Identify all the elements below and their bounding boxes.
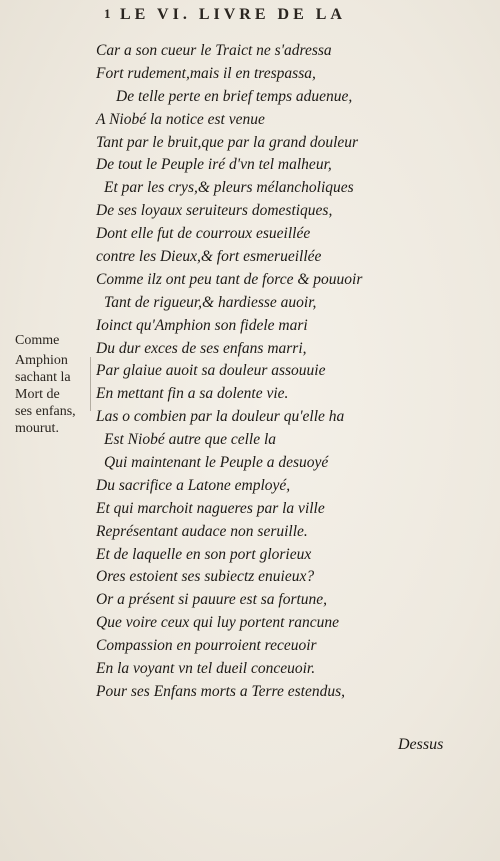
verse-line: contre les Dieux,& fort esmerueillée: [96, 248, 322, 266]
margin-note-line: Amphion: [15, 353, 68, 368]
verse-line: En mettant fin a sa dolente vie.: [96, 385, 289, 403]
verse-line: Tant de rigueur,& hardiesse auoir,: [104, 293, 317, 311]
verse-line: En la voyant vn tel dueil conceuoir.: [96, 660, 316, 678]
verse-line: Fort rudement,mais il en trespassa,: [96, 64, 316, 82]
margin-note-line: ses enfans,: [15, 404, 76, 419]
verse-line: Or a présent si pauure est sa fortune,: [96, 591, 328, 609]
verse-line: Du sacrifice a Latone employé,: [96, 476, 291, 494]
poem-text: [96, 40, 496, 704]
verse-line: Pour ses Enfans morts a Terre estendus,: [96, 682, 346, 700]
running-title: LE VI. LIVRE DE LA: [120, 6, 346, 23]
verse-line: Compassion en pourroient receuoir: [96, 637, 317, 655]
margin-note-line: mourut.: [15, 421, 59, 436]
verse-line: Las o combien par la douleur qu'elle ha: [96, 408, 345, 426]
verse-line: Comme ilz ont peu tant de force & pouuoir: [96, 270, 363, 288]
verse-line: A Niobé la notice est venue: [96, 110, 265, 128]
margin-note-line: sachant la: [15, 370, 71, 385]
verse-line: Dont elle fut de courroux esueillée: [96, 225, 311, 243]
verse-line: De ses loyaux seruiteurs domestiques,: [96, 202, 333, 220]
verse-line: Ioinct qu'Amphion son fidele mari: [96, 316, 308, 334]
verse-line: Car a son cueur le Traict ne s'adressa: [96, 42, 332, 59]
verse-line: De tout le Peuple iré d'vn tel malheur,: [96, 156, 332, 174]
margin-note-line: Comme: [15, 333, 60, 348]
verse-line: De telle perte en brief temps aduenue,: [116, 87, 353, 105]
verse-line: Et par les crys,& pleurs mélancholiques: [104, 179, 354, 197]
verse-line: Est Niobé autre que celle la: [104, 431, 277, 449]
verse-line: Représentant audace non seruille.: [96, 522, 308, 540]
verse-line: Par glaiue auoit sa douleur assouuie: [96, 362, 326, 380]
verse-line: Et de laquelle en son port glorieux: [96, 545, 312, 563]
page-number: 1: [104, 6, 115, 21]
verse-line: Qui maintenant le Peuple a desuoyé: [104, 454, 329, 472]
verse-line: Tant par le bruit,que par la grand douleur: [96, 133, 359, 151]
margin-note-line: Mort de: [15, 387, 60, 402]
verse-line: Du dur exces de ses enfans marri,: [96, 339, 307, 357]
verse-line: Que voire ceux qui luy portent rancune: [96, 614, 340, 632]
verse-line: Ores estoient ses subiectz enuieux?: [96, 568, 315, 586]
verse-line: Et qui marchoit nagueres par la ville: [96, 499, 325, 517]
margin-bracket: [90, 357, 93, 411]
margin-note: [15, 330, 95, 437]
catchword: Dessus: [398, 736, 444, 753]
